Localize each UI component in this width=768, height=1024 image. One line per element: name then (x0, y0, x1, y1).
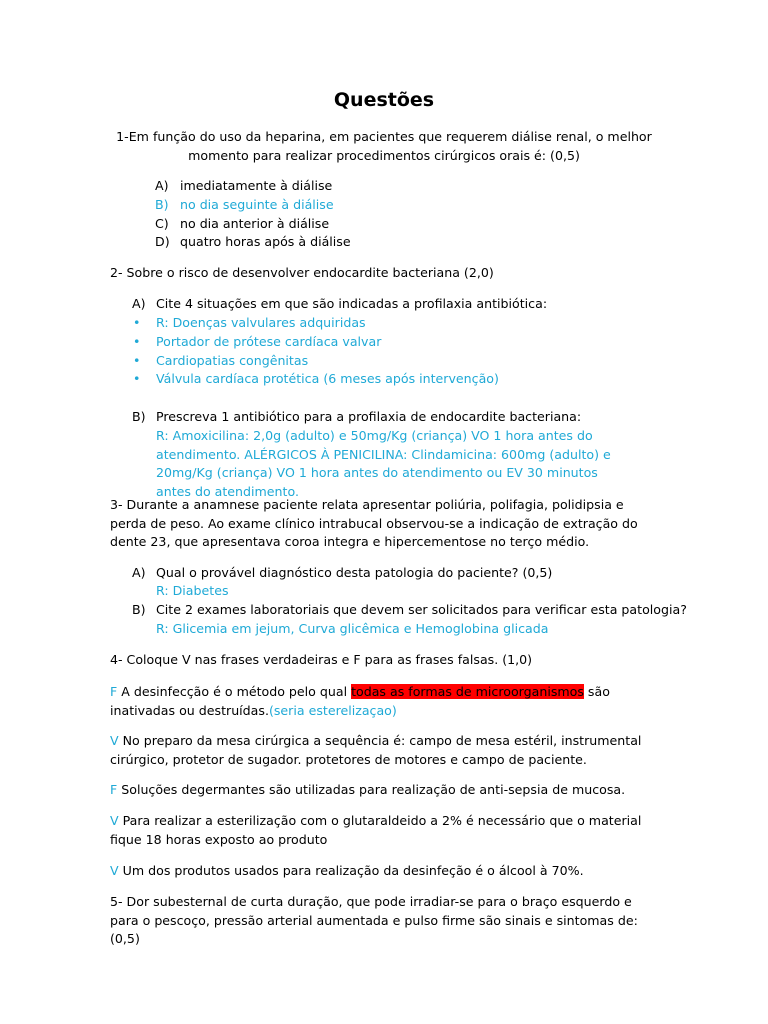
bullet-icon: • (133, 353, 141, 368)
q2-part-a-text: Cite 4 situações em que são indicadas a profilaxia antibiótica: (156, 296, 548, 311)
q4-statement-1-after: são inativadas ou destruídas. (110, 684, 610, 718)
bullet-icon: • (133, 371, 141, 386)
q4-statement-4 (110, 812, 658, 849)
q3-part-a-marker: A) (132, 565, 146, 580)
q3-part-b-marker: B) (132, 602, 146, 617)
q4-answer-mark: V (110, 813, 119, 828)
highlighted-text: todas as formas de microorganismos (351, 684, 584, 699)
q1-option-a: imediatamente à diálise (180, 178, 333, 193)
q4-statement-2 (110, 732, 658, 769)
q4-statement-3-text: Soluções degermantes são utilizadas para realização de anti-sepsia de mucosa. (117, 782, 626, 797)
q1-option-b-marker: B) (155, 197, 169, 212)
q2-bullet-2: Portador de prótese cardíaca valvar (156, 334, 382, 349)
q4-answer-mark: V (110, 733, 119, 748)
q1-option-a-marker: A) (155, 178, 169, 193)
q4-answer-mark: F (110, 684, 118, 699)
q2-bullet-3: Cardiopatias congênitas (156, 353, 309, 368)
q4-statement-1 (110, 683, 658, 720)
question-4-text: 4- Coloque V nas frases verdadeiras e F para as frases falsas. (1,0) (110, 652, 533, 667)
q4-statement-2-text: No preparo da mesa cirúrgica a sequência é: campo de mesa estéril, instrumental cirúrgico, protetor de sugador. protetores de motores e campo de paciente. (110, 733, 642, 767)
q4-statement-5 (110, 862, 658, 881)
q1-option-d-marker: D) (155, 234, 170, 249)
question-5-text: 5- Dor subesternal de curta duração, que pode irradiar-se para o braço esquerdo e para o pescoço, pressão arterial aumentada e pulso firme são sinais e sintomas de: (0,5) (110, 894, 638, 947)
q3-part-a-text: Qual o provável diagnóstico desta patologia do paciente? (0,5) (156, 565, 553, 580)
q2-part-a-marker: A) (132, 296, 146, 311)
q4-statement-1-before: A desinfecção é o método pelo qual (117, 684, 352, 699)
q2-part-b-answer: R: Amoxicilina: 2,0g (adulto) e 50mg/Kg (criança) VO 1 hora antes do atendimento. ALÉRGICOS À PENICILINA: Clindamicina: 600mg (adulto) e 20mg/Kg (criança) VO 1 hora antes do atendimento ou EV 30 minutos antes do atendimento. (156, 428, 611, 499)
question-1-text: 1-Em função do uso da heparina, em pacientes que requerem diálise renal, o melhor momento para realizar procedimentos cirúrgicos orais é: (0,5) (116, 129, 652, 163)
q3-part-b-answer: R: Glicemia em jejum, Curva glicêmica e Hemoglobina glicada (156, 621, 549, 636)
q4-answer-mark: F (110, 782, 118, 797)
q1-option-c: no dia anterior à diálise (180, 216, 330, 231)
q3-part-a-answer: R: Diabetes (156, 583, 229, 598)
q2-part-b-text: Prescreva 1 antibiótico para a profilaxia de endocardite bacteriana: (156, 409, 582, 424)
q4-statement-3 (110, 781, 658, 800)
question-3-text: 3- Durante a anamnese paciente relata apresentar poliúria, polifagia, polidipsia e perda de peso. Ao exame clínico intrabucal observou-se a indicação de extração do dente 23, que apresentava coroa integra e hipercementose no terço médio. (110, 497, 638, 550)
q2-bullet-1: R: Doenças valvulares adquiridas (156, 315, 366, 330)
q3-part-b-text: Cite 2 exames laboratoriais que devem ser solicitados para verificar esta patologia? (156, 602, 687, 617)
page-title: Questões (333, 89, 435, 111)
q1-option-b: no dia seguinte à diálise (180, 197, 334, 212)
q4-answer-mark: V (110, 863, 119, 878)
question-2-text: 2- Sobre o risco de desenvolver endocardite bacteriana (2,0) (110, 265, 494, 280)
bullet-icon: • (133, 334, 141, 349)
q4-statement-4-text: Para realizar a esterilização com o glutaraldeido a 2% é necessário que o material fique 18 horas exposto ao produto (110, 813, 642, 847)
q4-statement-1-note: (seria esterelizaçao) (268, 702, 397, 718)
q2-bullet-4: Válvula cardíaca protética (6 meses após intervenção) (156, 371, 499, 386)
q4-statement-5-text: Um dos produtos usados para realização da desinfeção é o álcool à 70%. (118, 863, 584, 878)
bullet-icon: • (133, 315, 141, 330)
q1-option-c-marker: C) (155, 216, 169, 231)
q2-part-b-marker: B) (132, 409, 146, 424)
q1-option-d: quatro horas após à diálise (180, 234, 351, 249)
